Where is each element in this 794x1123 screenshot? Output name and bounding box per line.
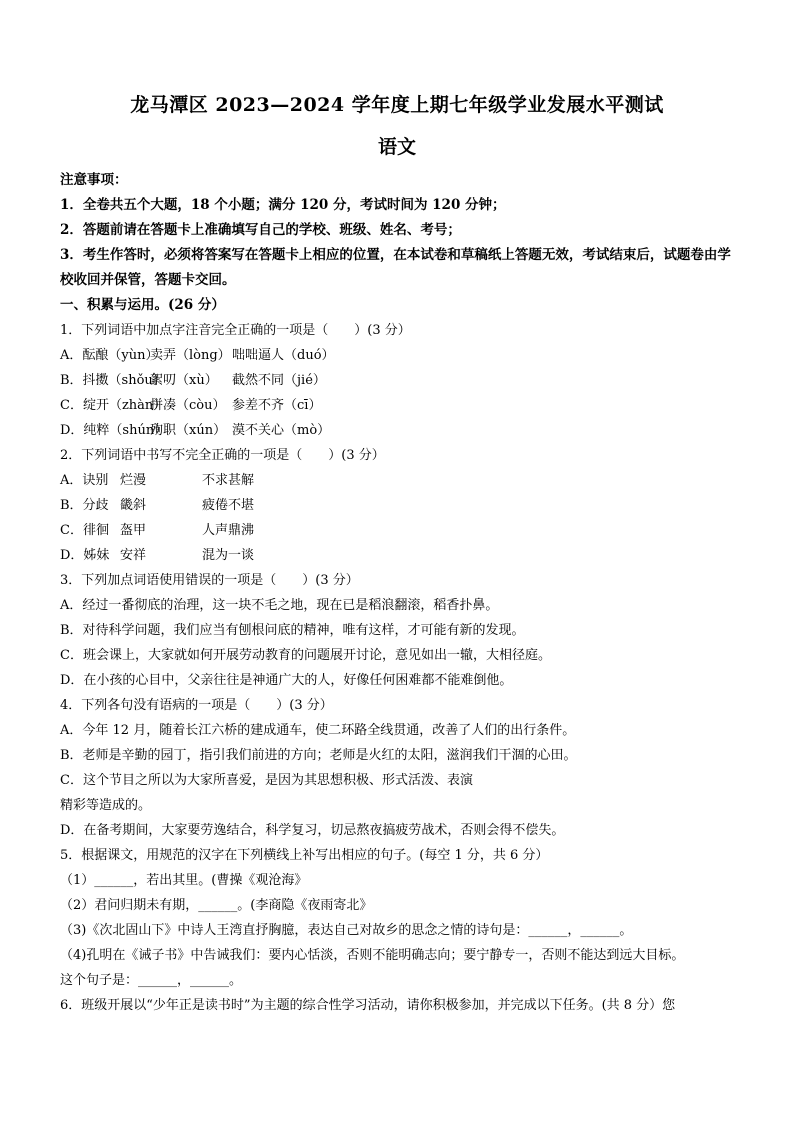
option-word: 卖弄（lòng） — [150, 348, 231, 363]
question-3 — [60, 568, 734, 693]
question-stem: 2．下列词语中书写不完全正确的一项是（ ）(3 分） — [60, 448, 385, 463]
option-word: 拼凑（còu） — [150, 398, 226, 413]
fill-item: （4)孔明在《诫子书》中告诫我们：要内心恬淡，否则不能明确志向；要宁静专一，否则不能达到远大目标。 — [60, 948, 685, 963]
option-row — [60, 518, 734, 543]
option-word: 漠不关心（mò） — [232, 423, 331, 438]
fill-item: （1）______，若出其里。(曹操《观沧海》 — [60, 873, 308, 888]
option-text: C．这个节目之所以为大家所喜爱，是因为其思想积极、形式活泼、表演 — [60, 773, 473, 788]
option-word: 咄咄逼人（duó） — [232, 348, 335, 363]
option-word: 畿斜 — [120, 498, 147, 513]
notice-section — [60, 168, 734, 293]
question-5 — [60, 843, 734, 993]
option-word: 安祥 — [120, 548, 147, 563]
option-word: 不求甚解 — [202, 473, 255, 488]
section-heading: 一、积累与运用。(26 分） — [60, 297, 225, 313]
option-word: D．姊妹 — [60, 548, 110, 563]
option-row — [60, 468, 734, 493]
question-stem: 4．下列各句没有语病的一项是（ ）(3 分） — [60, 698, 333, 713]
option-row — [60, 393, 734, 418]
option-word: 疲倦不堪 — [202, 498, 255, 513]
option-word: 参差不齐（cī） — [232, 398, 322, 413]
option-word: 人声鼎沸 — [202, 523, 255, 538]
option-row — [60, 493, 734, 518]
option-word: B．分歧 — [60, 498, 109, 513]
option-word: 截然不同（jié） — [232, 373, 326, 388]
notice-heading: 注意事项： — [60, 172, 128, 188]
subject-title: 语文 — [377, 136, 416, 158]
option-text: B．老师是辛勤的园丁，指引我们前进的方向；老师是火红的太阳，滋润我们干涸的心田。 — [60, 748, 577, 763]
question-4 — [60, 693, 734, 843]
option-text: C．班会课上，大家就如何开展劳动教育的问题展开讨论，意见如出一辙，大相径庭。 — [60, 648, 551, 663]
option-row — [60, 418, 734, 443]
option-word: C．绽开（zhàn） — [60, 398, 167, 413]
notice-item: 3．考生作答时，必须将答案写在答题卡上相应的位置，在本试卷和草稿纸上答题无效，考试结束后，试题卷由学校收回并保管，答题卡交回。 — [60, 247, 731, 288]
option-row — [60, 368, 734, 393]
option-word: D．纯粹（shún） — [60, 423, 168, 438]
option-word: 絮叨（xù） — [150, 373, 218, 388]
option-text: 精彩等造成的。 — [60, 798, 152, 813]
fill-item: 这个句子是：______，______。 — [60, 973, 243, 988]
notice-item: 1．全卷共五个大题，18 个小题；满分 120 分，考试时间为 120 分钟； — [60, 197, 506, 213]
question-2 — [60, 443, 734, 568]
option-text: D．在小孩的心目中，父亲往往是神通广大的人，好像任何困难都不能难倒他。 — [60, 673, 513, 688]
option-text: B．对待科学问题，我们应当有刨根问底的精神，唯有这样，才可能有新的发现。 — [60, 623, 525, 638]
option-word: 殉职（xún） — [150, 423, 227, 438]
question-stem: 6．班级开展以“少年正是读书时”为主题的综合性学习活动，请你积极参加，并完成以下任务。(共 8 分）您 — [60, 998, 676, 1013]
option-row — [60, 343, 734, 368]
fill-item: （3)《次北固山下》中诗人王湾直抒胸臆，表达自己对故乡的思念之情的诗句是：______，______。 — [60, 923, 633, 938]
fill-item: （2）君问归期未有期，______。(李商隐《夜雨寄北》 — [60, 898, 373, 913]
option-row — [60, 543, 734, 568]
question-stem: 5．根据课文，用规范的汉字在下列横线上补写出相应的句子。(每空 1 分，共 6 分） — [60, 848, 549, 863]
exam-title: 龙马潭区 2023—2024 学年度上期七年级学业发展水平测试 — [130, 94, 664, 116]
option-text: A．今年 12 月，随着长江六桥的建成通车，使二环路全线贯通，改善了人们的出行条件。 — [60, 723, 576, 738]
option-text: A．经过一番彻底的治理，这一块不毛之地，现在已是稻浪翻滚，稻香扑鼻。 — [60, 598, 499, 613]
option-word: C．徘徊 — [60, 523, 109, 538]
question-1 — [60, 318, 734, 443]
question-6 — [60, 993, 734, 1018]
option-word: 烂漫 — [120, 473, 147, 488]
question-stem: 3．下列加点词语使用错误的一项是（ ）(3 分） — [60, 573, 359, 588]
option-word: 盔甲 — [120, 523, 147, 538]
notice-item: 2．答题前请在答题卡上准确填写自己的学校、班级、姓名、考号； — [60, 222, 461, 238]
option-word: A．酝酿（yùn） — [60, 348, 159, 363]
question-stem: 1．下列词语中加点字注音完全正确的一项是（ ）(3 分） — [60, 323, 411, 338]
option-text: D．在备考期间，大家要劳逸结合，科学复习，切忌熬夜搞疲劳战术，否则会得不偿失。 — [60, 823, 565, 838]
option-word: B．抖擞（shǒu） — [60, 373, 166, 388]
option-word: 混为一谈 — [202, 548, 255, 563]
option-word: A．诀别 — [60, 473, 109, 488]
